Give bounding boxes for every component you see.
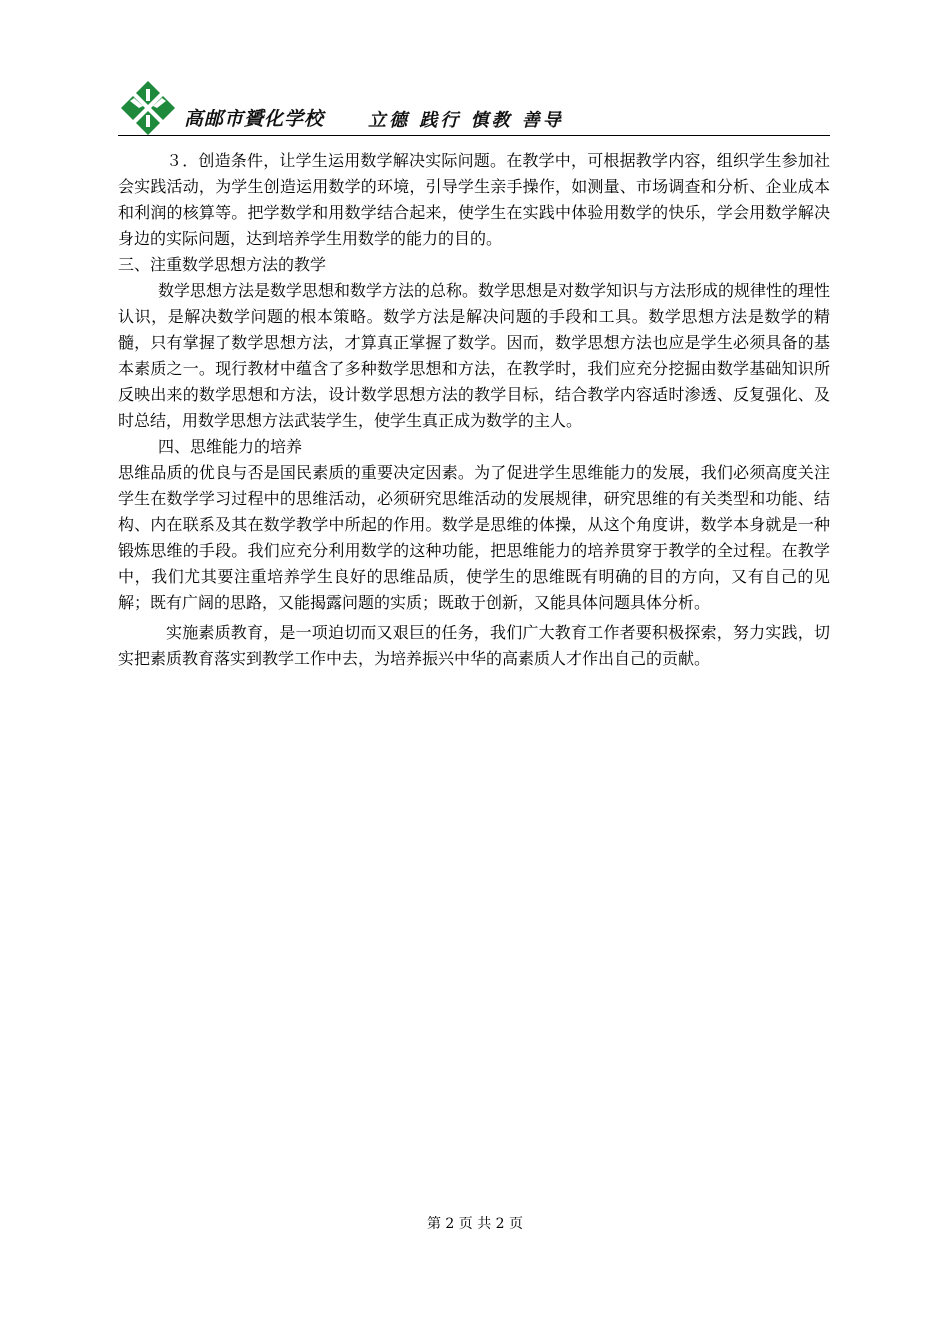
paragraph-thinking-ability: 思维品质的优良与否是国民素质的重要决定因素。为了促进学生思维能力的发展，我们必须高度关注学生在数学学习过程中的思维活动，必须研究思维活动的发展规律，研究思维的有关类型和功能、结构、内在联系及其在数学教学中所起的作用。数学是思维的体操，从这个角度讲，数学本身就是一种锻炼思维的手段。我们应充分利用数学的这种功能，把思维能力的培养贯穿于教学的全过程。在教学中，我们尤其要注重培养学生良好的思维品质，使学生的思维既有明确的目的方向，又有自己的见解；既有广阔的思路，又能揭露问题的实质；既敢于创新，又能具体问题具体分析。	[118, 463, 830, 612]
school-name: 高邮市贇化学校	[184, 108, 325, 130]
page-header	[118, 78, 830, 138]
school-emblem-icon	[120, 80, 176, 136]
section-heading-4: 四、思维能力的培养	[158, 437, 303, 456]
document-body	[118, 148, 830, 672]
paragraph-practice: ３．创造条件，让学生运用数学解决实际问题。在教学中，可根据教学内容，组织学生参加社会实践活动，为学生创造运用数学的环境，引导学生亲手操作，如测量、市场调查和分析、企业成本和利润的核算等。把学数学和用数学结合起来，使学生在实践中体验用数学的快乐，学会用数学解决身边的实际问题，达到培养学生用数学的能力的目的。	[118, 151, 830, 248]
paragraph-math-thinking: 数学思想方法是数学思想和数学方法的总称。数学思想是对数学知识与方法形成的规律性的理性认识，是解决数学问题的根本策略。数学方法是解决问题的手段和工具。数学思想方法是数学的精髓，只有掌握了数学思想方法，才算真正掌握了数学。因而，数学思想方法也应是学生必须具备的基本素质之一。现行教材中蕴含了多种数学思想和方法，在教学时，我们应充分挖掘由数学基础知识所反映出来的数学思想和方法，设计数学思想方法的教学目标，结合教学内容适时渗透、反复强化、及时总结，用数学思想方法武装学生，使学生真正成为数学的主人。	[118, 281, 831, 430]
page-footer: 第 2 页 共 2 页	[426, 1216, 524, 1232]
paragraph-conclusion: 实施素质教育，是一项迫切而又艰巨的任务，我们广大教育工作者要积极探索，努力实践，切实把素质教育落实到教学工作中去，为培养振兴中华的高素质人才作出自己的贡献。	[118, 623, 830, 668]
school-motto: 立德 践行 慎教 善导	[368, 110, 564, 131]
header-divider	[118, 135, 830, 136]
section-heading-3: 三、注重数学思想方法的教学	[118, 255, 327, 274]
